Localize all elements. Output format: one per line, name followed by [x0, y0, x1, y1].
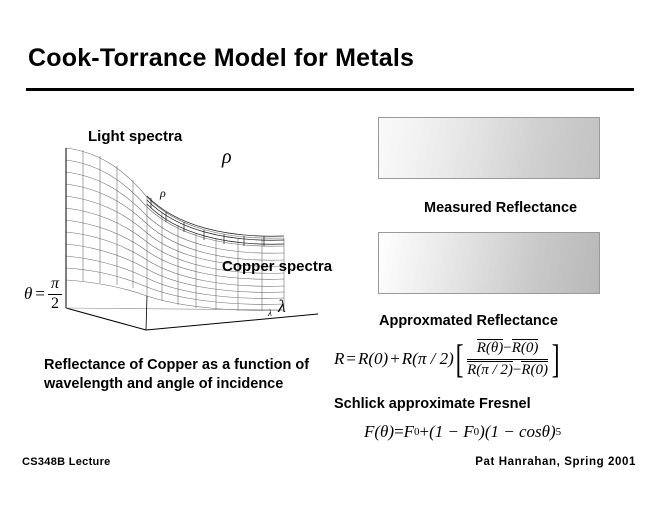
f0-symbol: F	[403, 422, 415, 441]
fraction-numerator-row	[477, 340, 539, 357]
approximated-reflectance-caption: Approxmated Reflectance	[379, 313, 558, 329]
fresnel-term-open: (1 − F	[429, 422, 474, 441]
lambda-symbol-large: λ	[278, 296, 286, 316]
schlick-heading: Schlick approximate Fresnel	[334, 396, 531, 412]
fresnel-exponent: 5	[555, 426, 562, 438]
formula-R-term1: R(0)	[357, 349, 389, 369]
fraction-denominator: 2	[50, 294, 59, 312]
r-zero-term: R(0)	[511, 340, 539, 356]
formula-F-equals: =	[394, 422, 404, 441]
measured-reflectance-caption: Measured Reflectance	[424, 200, 578, 216]
left-bracket: [	[455, 336, 464, 382]
surface-plot-figure	[26, 108, 346, 338]
figure-caption: Reflectance of Copper as a function of wavelength and angle of incidence	[44, 357, 310, 393]
r-zero-term-den: R(0)	[521, 361, 549, 378]
fraction-denominator-row	[467, 362, 548, 379]
light-spectra-label: Light spectra	[88, 128, 183, 145]
title-divider	[26, 88, 634, 91]
page-title: Cook-Torrance Model for Metals	[28, 44, 415, 72]
approximated-reflectance-swatch	[378, 232, 600, 294]
rho-symbol-small: ρ	[160, 186, 166, 200]
den-minus: −	[512, 361, 522, 378]
lambda-symbol-small: λ	[268, 308, 272, 318]
fresnel-term-close: )(1 − cosθ)	[479, 422, 556, 441]
r-theta-term: R(θ)	[476, 340, 504, 356]
formula-F-lhs: F(θ)	[364, 422, 395, 441]
copper-spectra-label: Copper spectra	[222, 258, 333, 275]
surface-plot-svg	[26, 108, 346, 338]
pi-over-two-fraction	[48, 276, 62, 312]
reflectance-formula	[334, 336, 560, 382]
f0-subscript: 0	[414, 426, 420, 438]
theta-symbol: θ	[24, 284, 33, 304]
fresnel-formula	[364, 422, 561, 442]
num-minus: −	[503, 340, 512, 356]
formula-R-equals: =	[346, 349, 356, 369]
theta-axis-label	[24, 276, 62, 312]
formula-R-fraction	[467, 340, 548, 379]
footer-left: CS348B Lecture	[22, 456, 111, 468]
right-bracket: ]	[551, 336, 560, 382]
fraction-numerator: π	[50, 275, 59, 292]
rho-symbol-large: ρ	[222, 146, 232, 168]
formula-R-plus: +	[390, 349, 400, 369]
fraction-bar	[467, 359, 548, 360]
fresnel-term-subscript: 0	[473, 426, 480, 438]
measured-reflectance-swatch	[378, 117, 600, 179]
formula-R-lhs: R	[334, 349, 345, 369]
theta-equals: =	[35, 284, 45, 304]
r-pi-half-term: R(π / 2)	[467, 361, 513, 378]
formula-R-term2: R(π / 2)	[401, 349, 454, 369]
formula-F-plus: +	[419, 422, 430, 441]
footer-right: Pat Hanrahan, Spring 2001	[475, 456, 636, 468]
